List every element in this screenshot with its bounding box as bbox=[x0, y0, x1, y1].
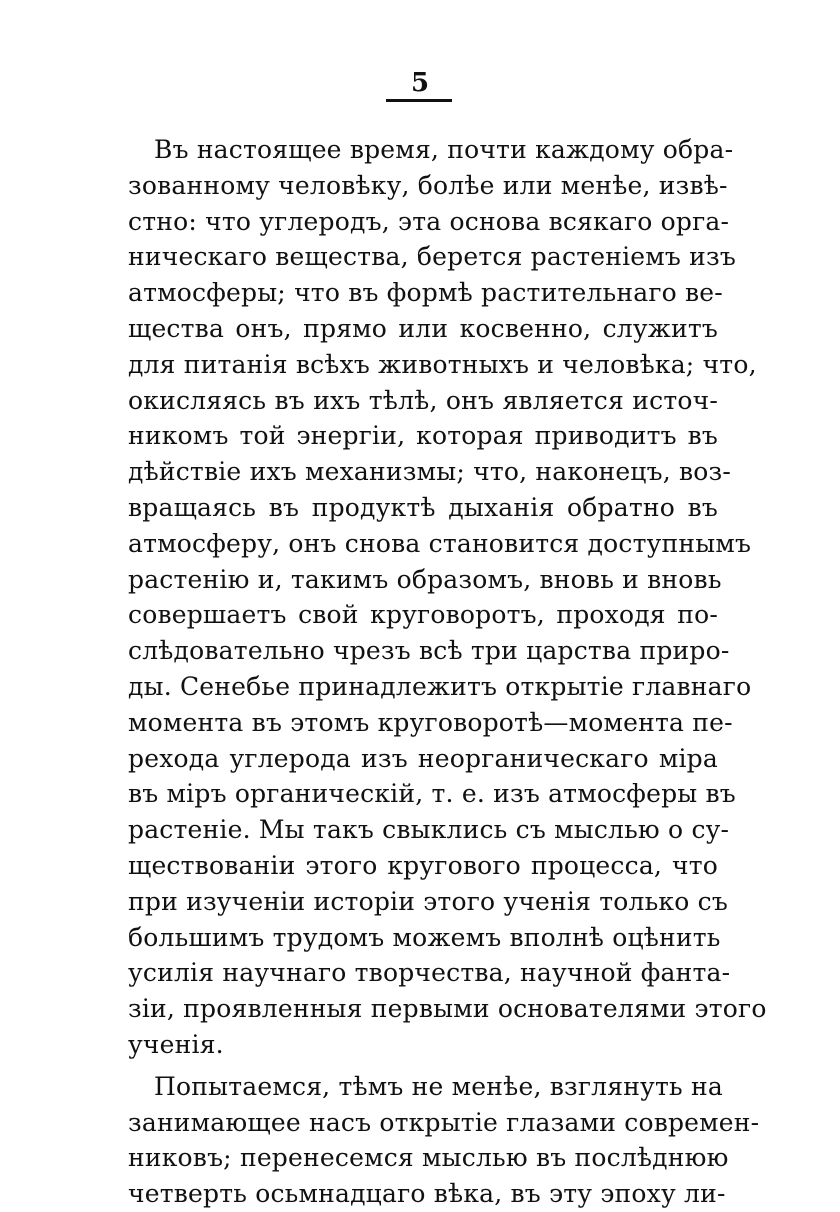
text-line: слѣдовательно чрезъ всѣ три царства приро- bbox=[128, 636, 730, 666]
text-line: ды. Сенебье принадлежитъ открытіе главнаго bbox=[128, 671, 752, 701]
text-line: растеніе. Мы такъ свыклись съ мыслью о су- bbox=[128, 815, 730, 845]
text-line: для питанія всѣхъ животныхъ и человѣка; что, bbox=[128, 349, 757, 379]
text-line: момента въ этомъ круговоротѣ—момента пе- bbox=[128, 707, 733, 737]
text-line: никовъ; перенесемся мыслью въ послѣднюю bbox=[128, 1143, 729, 1173]
text-line: четверть осьмнадцаго вѣка, въ эту эпоху ли- bbox=[128, 1179, 726, 1209]
text-line: усилія научнаго творчества, научной фанта- bbox=[128, 958, 731, 988]
text-line: зіи, проявленныя первыми основателями этого bbox=[128, 994, 767, 1024]
text-line: ученія. bbox=[128, 1029, 224, 1059]
text-line: Попытаемся, тѣмъ не менѣе, взглянуть на bbox=[154, 1071, 723, 1101]
text-line: зованному человѣку, болѣе или менѣе, извѣ- bbox=[128, 170, 728, 200]
body-text bbox=[128, 132, 767, 1212]
text-line: ническаго вещества, берется растеніемъ изъ bbox=[128, 242, 736, 272]
text-line: растенію и, такимъ образомъ, вновь и вновь bbox=[128, 564, 722, 594]
text-line: вращаясь въ продуктѣ дыханія обратно въ bbox=[128, 492, 718, 522]
text-line: большимъ трудомъ можемъ вполнѣ оцѣнить bbox=[128, 922, 721, 952]
text-line: окисляясь въ ихъ тѣлѣ, онъ является источ- bbox=[128, 385, 718, 415]
text-line: никомъ той энергіи, которая приводитъ въ bbox=[128, 421, 718, 451]
paragraph bbox=[128, 1069, 760, 1212]
text-line: атмосферу, онъ снова становится доступнымъ bbox=[128, 528, 752, 558]
text-line: атмосферы; что въ формѣ растительнаго ве- bbox=[128, 278, 723, 308]
page-number: 5 bbox=[410, 68, 430, 98]
text-line: Въ настоящее время, почти каждому обра- bbox=[154, 135, 734, 164]
text-line: стно: что углеродъ, эта основа всякаго орга- bbox=[128, 206, 730, 236]
text-line: дѣйствіе ихъ механизмы; что, наконецъ, воз- bbox=[128, 457, 731, 487]
text-line: рехода углерода изъ неорганическаго міра bbox=[128, 743, 718, 773]
text-line: щества онъ, прямо или косвенно, служитъ bbox=[128, 313, 718, 343]
text-line: совершаетъ свой круговоротъ, проходя по- bbox=[128, 600, 718, 630]
text-line: при изученіи исторіи этого ученія только съ bbox=[128, 886, 728, 916]
text-line: въ міръ органическій, т. е. изъ атмосферы въ bbox=[128, 779, 736, 809]
page-number-rule bbox=[386, 99, 452, 102]
text-line: ществованіи этого кругового процесса, что bbox=[128, 850, 718, 880]
paragraph bbox=[128, 132, 767, 1063]
text-line: занимающее насъ открытіе глазами современ- bbox=[128, 1107, 760, 1137]
